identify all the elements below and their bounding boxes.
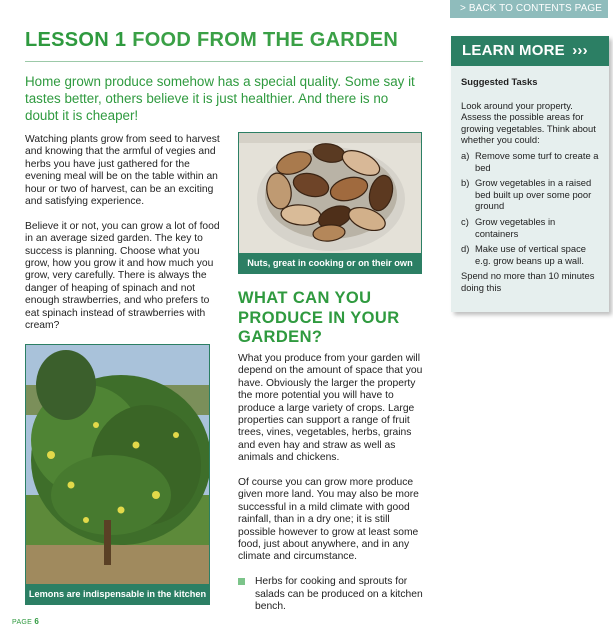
task-text: Grow vegetables in containers [475,215,556,239]
learn-more-sidebar [451,36,609,312]
task-label: c) [461,215,469,227]
photo-caption: Nuts, great in cooking or on their own [239,253,421,273]
page-label: PAGE [12,619,33,626]
bullet-item [238,576,423,613]
learn-more-title: LEARN MORE [462,42,565,59]
task-item [461,243,599,266]
task-label: a) [461,149,470,161]
photo-caption: Lemons are indispensable in the kitchen [26,584,209,604]
task-label: b) [461,177,470,189]
back-to-contents-link[interactable]: > BACK TO CONTENTS PAGE [450,0,608,18]
lemon-tree-image [26,345,210,586]
paragraph: Of course you can grow more produce given more land. You may also be more successful in a mild climate with good rainfall, than in a dry one; it is still possible however to grow at least some food, just about anywhere, and in any climate and circumstance. [238,477,419,563]
paragraph: Watching plants grow from seed to harvest and knowing that the armful of vegies and herbs you have just gathered for the evening meal will be on the table within an hour or two of harvest, can be an exciting and satisfying experience. [25,134,220,208]
tasks-intro: Look around your property. Assess the possible areas for growing vegetables. Think about whether you could: [461,99,596,146]
paragraph: Believe it or not, you can grow a lot of food in an average sized garden. The key to success is planning. Choose what you grow, how you grow it and how much you grow, very carefully. There is always the danger of heaping of spinach and not enough strawberries, and who prefers to eat spinach instead of strawberries with cream? [25,220,220,332]
task-item [461,177,599,212]
page-number-value: 6 [34,617,40,626]
task-text: Remove some turf to create a bed [475,149,599,173]
task-item [461,216,599,239]
lemon-tree-photo [25,344,210,605]
page-title [25,29,398,52]
task-label: d) [461,243,470,255]
nuts-bowl-image [239,133,422,255]
bullet-text: Herbs for cooking and sprouts for salads can be produced on a kitchen bench. [255,576,423,613]
lesson-name: FOOD FROM THE GARDEN [132,29,399,51]
bullet-square-icon [238,578,245,585]
column-2 [238,353,423,614]
title-divider [25,61,423,62]
lesson-number: LESSON 1 [25,29,127,51]
time-guidance: Spend no more than 10 minutes doing this [461,270,595,293]
page-number [12,617,39,626]
suggested-tasks-title: Suggested Tasks [461,76,538,87]
task-text: Make use of vertical space e.g. grow beans up a wall. [475,243,586,266]
column-1 [25,134,225,345]
task-item [461,150,599,173]
task-text: Grow vegetables in a raised bed built up over some poor ground [475,177,592,212]
learn-more-header[interactable] [451,36,609,66]
intro-paragraph: Home grown produce somehow has a special quality. Some say it tastes better, others believe it is just healthier. And there is no doubt it is cheaper! [25,74,415,123]
section-heading: WHAT CAN YOU PRODUCE IN YOUR GARDEN? [238,289,400,346]
nuts-photo [238,132,422,274]
chevron-right-icon: ››› [572,42,588,59]
paragraph: What you produce from your garden will depend on the amount of space that you have. Obviously the larger the property the more potential you will have to produce a large variety of crops. Large properties can support a range of fruit trees, vines, vegetables, herbs, grains and even hay and straw as well as animals and chickens. [238,353,423,464]
